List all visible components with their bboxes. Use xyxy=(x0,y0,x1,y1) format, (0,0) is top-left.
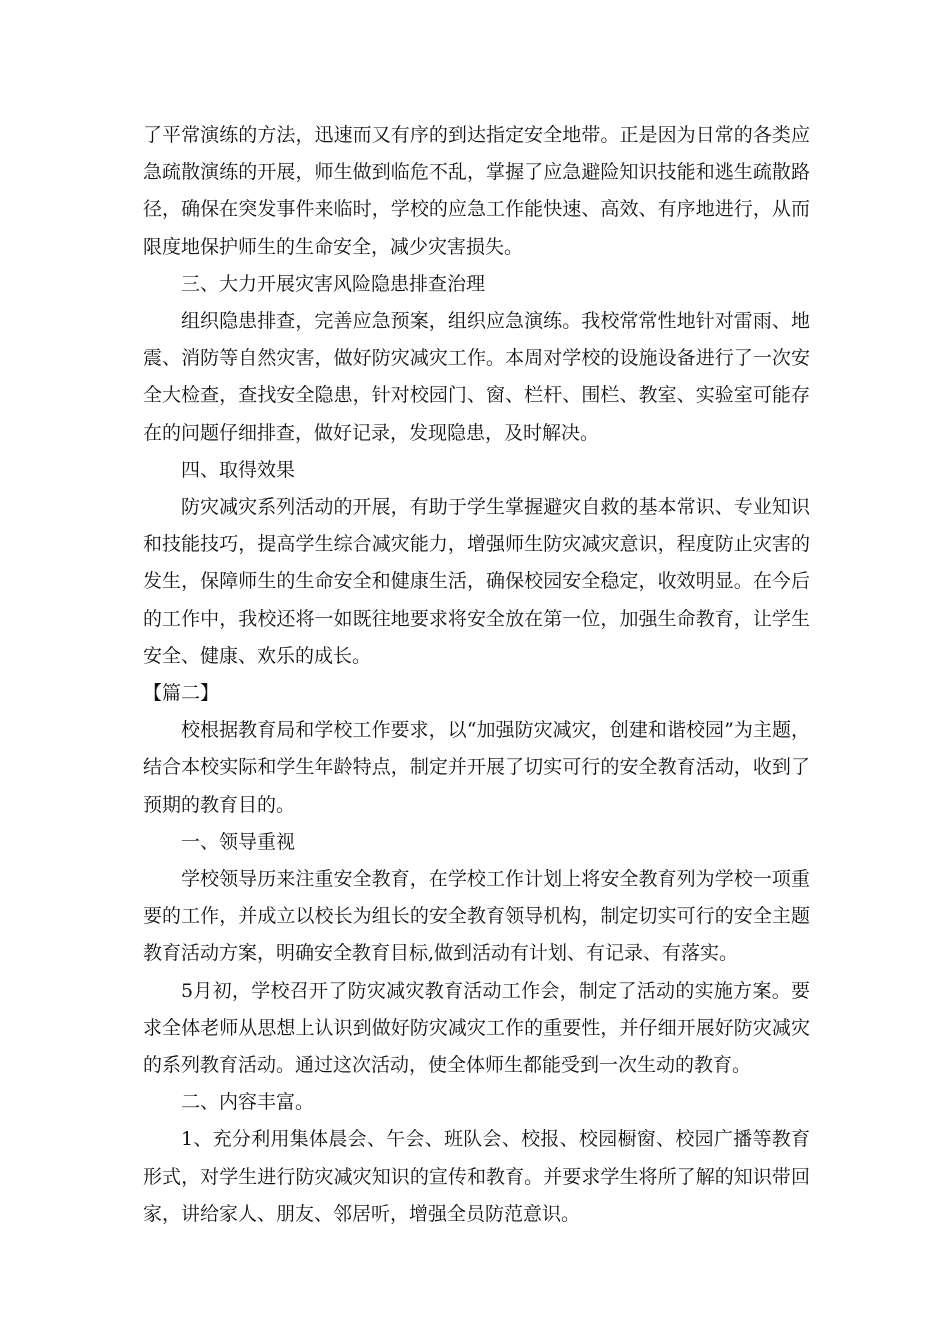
section-title-part-two: 【篇二】 xyxy=(143,682,220,705)
paragraph-hazard-inspection: 组织隐患排查，完善应急预案，组织应急演练。我校常常性地针对雷雨、地震、消防等自然灾害，做好防灾减灾工作。本周对学校的设施设备进行了一次安全大检查，查找安全隐患，针对校园门、窗、栏杆、围栏、教室、实验室可能存在的问题仔细排查，做好记录，发现隐患，及时解决。 xyxy=(143,310,810,444)
paragraph-rich-content-item-1: 1、充分利用集体晨会、午会、班队会、校报、校园橱窗、校园广播等教育形式，对学生进行防灾减灾知识的宣传和教育。并要求学生将所了解的知识带回家，讲给家人、朋友、邻居听，增强全员防范意识。 xyxy=(143,1128,810,1225)
heading-leadership: 一、领导重视 xyxy=(181,830,296,853)
heading-hazard-inspection: 三、大力开展灾害风险隐患排查治理 xyxy=(181,272,486,295)
paragraph-may-meeting: 5月初，学校召开了防灾减灾教育活动工作会，制定了活动的实施方案。要求全体老师从思想上认识到做好防灾减灾工作的重要性，并仔细开展好防灾减灾的系列教育活动。通过这次活动，使全体师生都能受到一次生动的教育。 xyxy=(143,979,810,1077)
heading-rich-content: 二、内容丰富。 xyxy=(181,1091,315,1114)
paragraph-leadership: 学校领导历来注重安全教育，在学校工作计划上将安全教育列为学校一项重要的工作，并成立以校长为组长的安全教育领导机构，制定切实可行的安全主题教育活动方案，明确安全教育目标,做到活动有计划、有记录、有落实。 xyxy=(143,868,810,965)
paragraph-part-two-intro: 校根据教育局和学校工作要求，以“加强防灾减灾，创建和谐校园”为主题，结合本校实际和学生年龄特点，制定并开展了切实可行的安全教育活动，收到了预期的教育目的。 xyxy=(143,719,810,816)
document-body xyxy=(143,117,810,1233)
paragraph-drill-continuation: 了平常演练的方法，迅速而又有序的到达指定安全地带。正是因为日常的各类应急疏散演练的开展，师生做到临危不乱，掌握了应急避险知识技能和逃生疏散路径，确保在突发事件来临时，学校的应急工作能快速、高效、有序地进行，从而限度地保护师生的生命安全，减少灾害损失。 xyxy=(143,124,810,258)
heading-results: 四、取得效果 xyxy=(181,458,296,481)
paragraph-results: 防灾减灾系列活动的开展，有助于学生掌握避灾自救的基本常识、专业知识和技能技巧，提高学生综合减灾能力，增强师生防灾减灾意识，程度防止灾害的发生，保障师生的生命安全和健康生活，确保校园安全稳定，收效明显。在今后的工作中，我校还将一如既往地要求将安全放在第一位，加强生命教育，让学生安全、健康、欢乐的成长。 xyxy=(143,496,810,667)
